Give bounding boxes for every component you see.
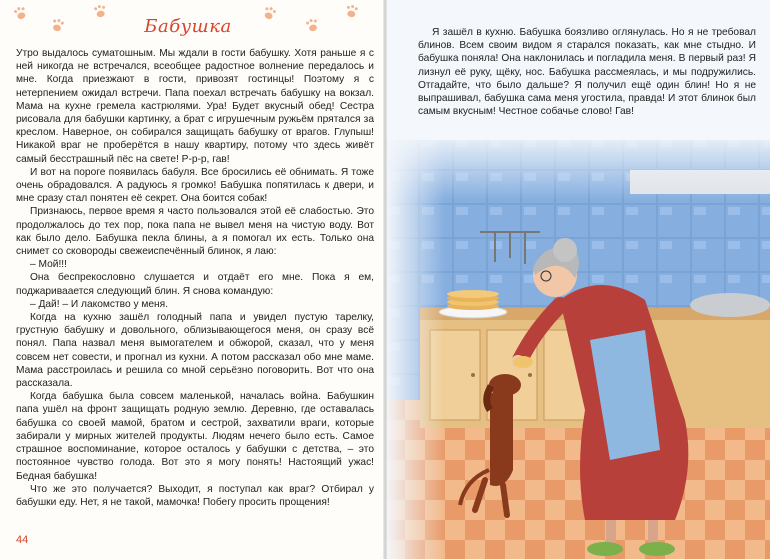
- paragraph: И вот на пороге появилась бабуля. Все бросились её обнимать. Я тоже очень обрадовался. А радуюсь я громко! Бабушка попятилась к двери, и мне сразу стал понятен её секрет. Она боится собак!: [16, 166, 374, 205]
- paragraph: Она беспрекословно слушается и отдаёт его мне. Пока я ем, поджариваается следующий блин. Я снова командую:: [16, 272, 374, 297]
- right-page: [385, 0, 770, 559]
- paragraph: – Мой!!!: [30, 259, 67, 271]
- right-body-text: [418, 26, 756, 118]
- paragraph: Признаюсь, первое время я часто пользовался этой её слабостью. Это продолжалось до тех пор, пока папа не вывел меня на чистую воду. Вот как было дело. Бабушка пекла блины, а я помогал их есть. Только она снимет со сковороды свежеиспечённый блинок, я лаю:: [16, 206, 374, 258]
- book-spine: [383, 0, 387, 559]
- paragraph: Я зашёл в кухню. Бабушка боязливо оглянулась. Но я не требовал блинов. Всем своим видом я старался показать, как мне стыдно. И бабушка поняла! Она наклонилась и погладила меня. В первый раз! Я лизнул её руку, щёку, нос. Бабушка рассмеялась, и мы подружились. Отгадайте, что было дальше? Я получил ещё один блин! Но я не выпрашивал, бабушка сама меня угостила, правда! И этот блинок был самым вкусным! Честное собачье слово! Гав!: [418, 27, 756, 118]
- paragraph: – Дай! – И лакомство у меня.: [30, 298, 169, 310]
- left-body-text: [16, 47, 374, 509]
- page-number: 44: [16, 534, 29, 546]
- paragraph: Утро выдалось суматошным. Мы ждали в гости бабушку. Хотя раньше я с ней никогда не встречался, всеобщее радостное волнение передалось и мне. Когда приезжают в гости, привозят гостинцы! Поэтому я с нетерпением ожидал встречи. Папа поехал встречать бабушку на вокзал. Мама на кухне гремела кастрюлями. Ура! Будет вкусный обед! Сестра рисовала для бабушки картинку, а брат с игрушечным ружьём прятался за креслом. Наверное, он собирался защищать бабушку от врагов. Глупыш! Никакой враг не проберётся в нашу квартиру, потому что здесь живёт самый бесстрашный пёс на свете! Р-р-р, гав!: [16, 48, 374, 165]
- paragraph: Когда бабушка была совсем маленькой, началась война. Бабушкин папа ушёл на фронт защищать родную землю. Деревню, где оставалась бабушка со своей мамой, братом и сестрой, захватили враги, которые забирали у мирных жителей продукты. Людям нечего было есть. Самое страшное воспоминание, которое осталось у бабушки с детства, – это постоянное чувство голода. Вот это я могу понять! Настоящий ужас! Бедная бабушка!: [16, 391, 374, 482]
- story-title: Бабушка: [144, 16, 232, 37]
- paragraph: Что же это получается? Выходит, я поступал как враг? Отбирал у бабушки еду. Нет, я не такой, мамочка! Побегу просить прощения!: [16, 483, 374, 508]
- cooking-pot: [690, 293, 770, 317]
- paragraph: Когда на кухню зашёл голодный папа и увидел пустую тарелку, грустную бабушку и довольного, облизывающегося меня, он сразу всё понял. Папа назвал меня вымогателем и обжорой, сказал, что у меня совсем нет совести, и прогнал из кухни. А потом рассказал обо мне маме. Мама расстроилась и решила со мной серьёзно поговорить. Вот что она рассказала.: [16, 312, 374, 390]
